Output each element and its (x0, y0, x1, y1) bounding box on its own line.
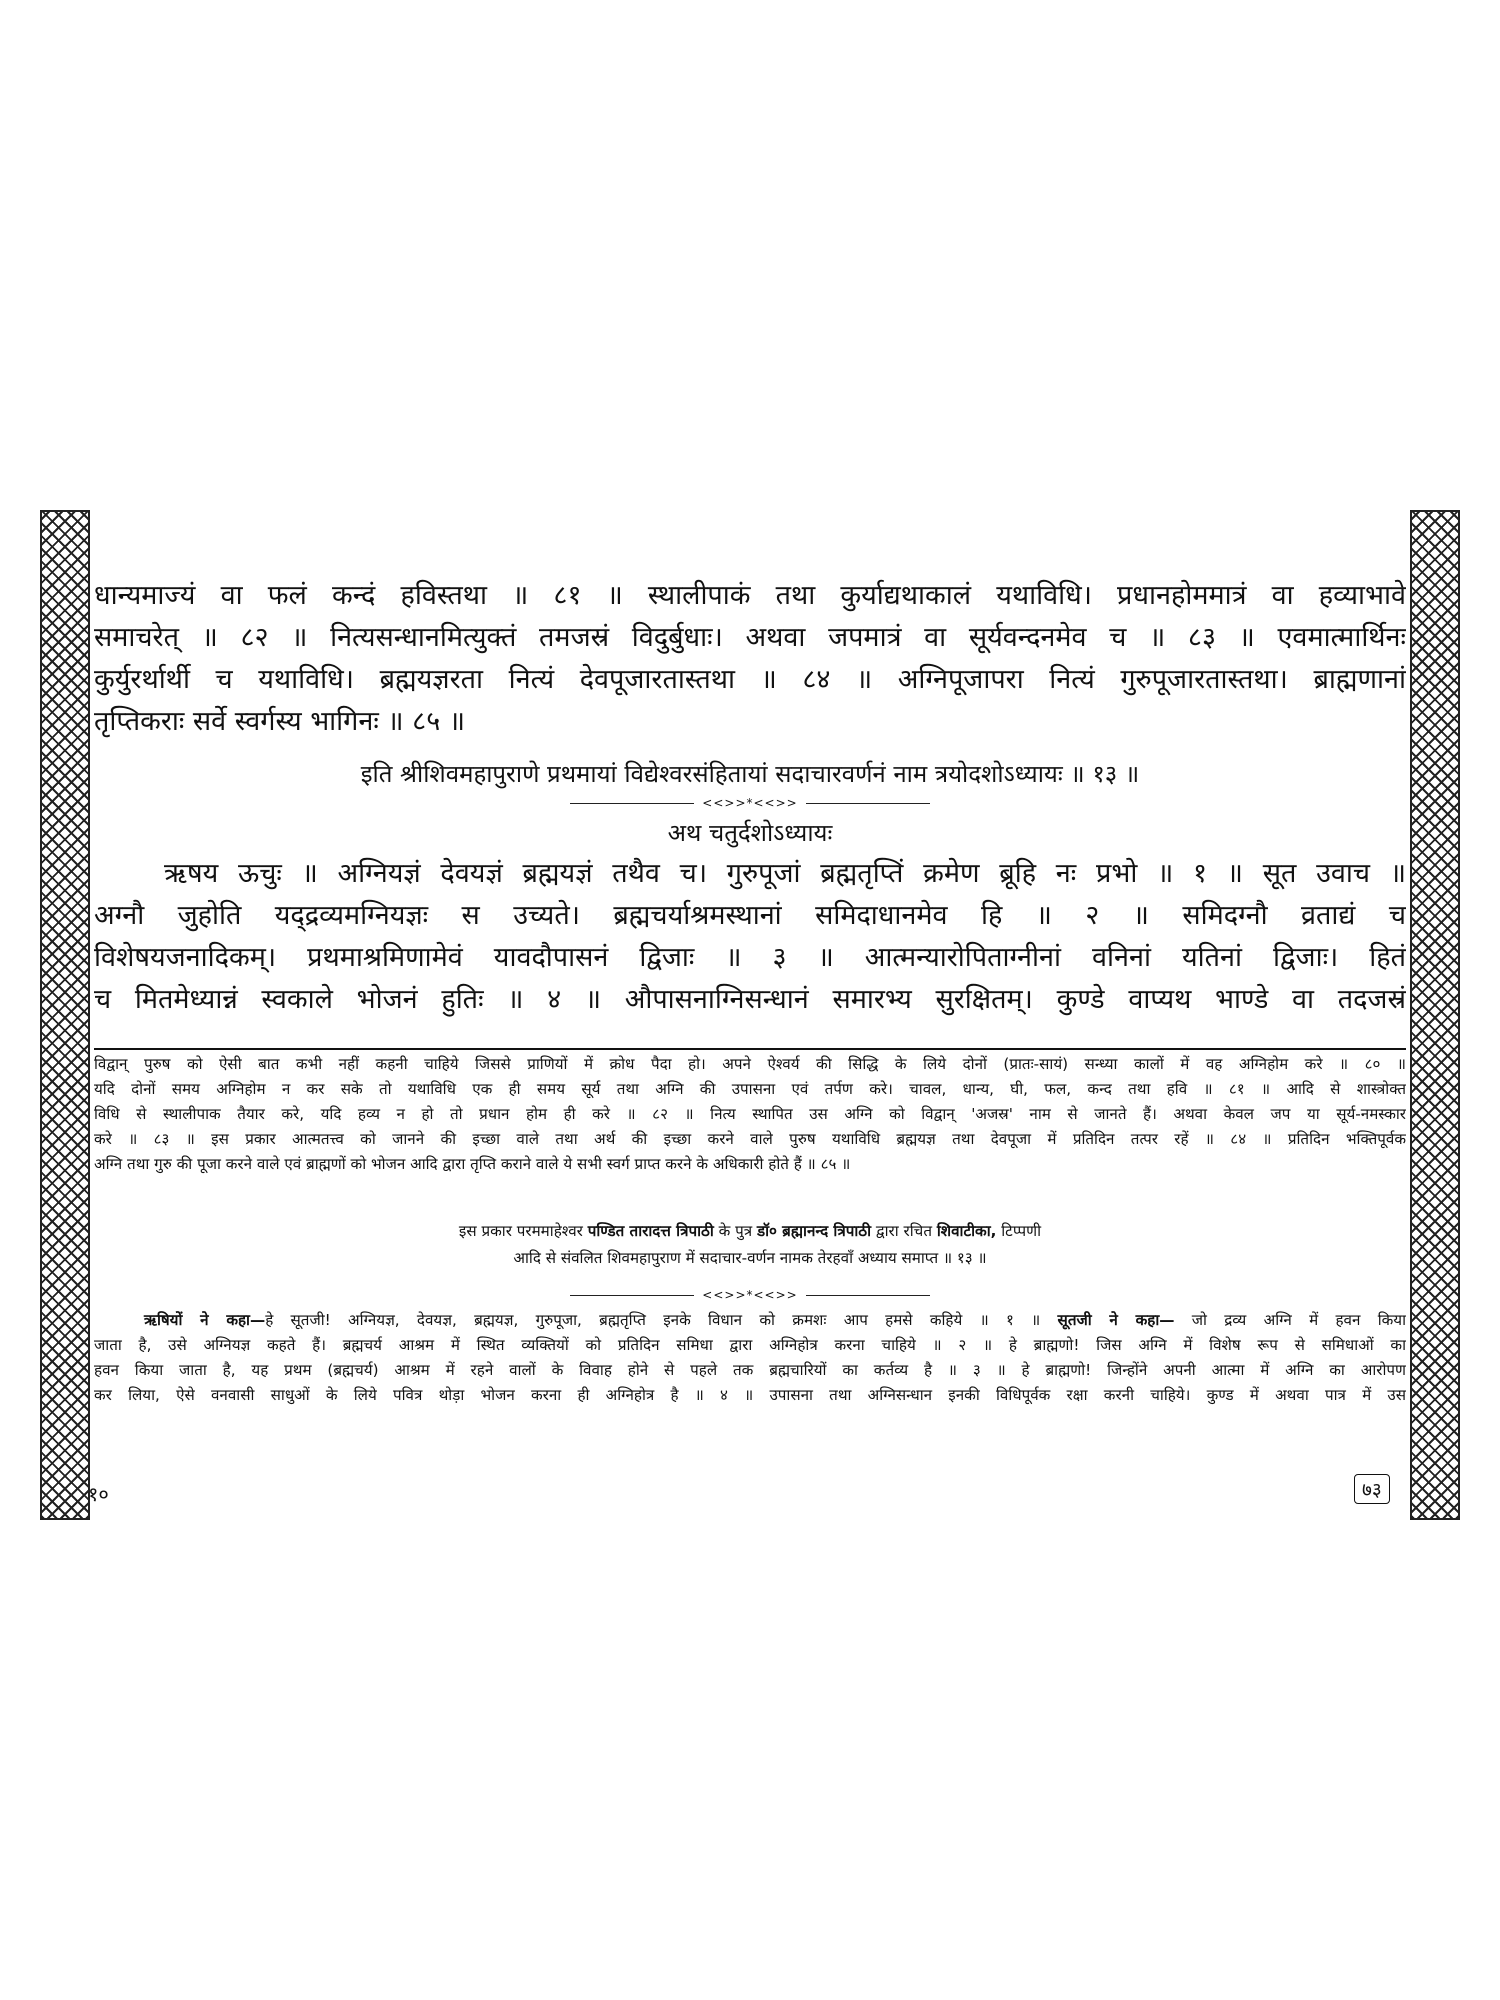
verse-line: तृप्तिकराः सर्वे स्वर्गस्य भागिनः ॥ ८५ ॥ (94, 706, 465, 737)
hindi-translation-ch13 (94, 1052, 1406, 1177)
verse-line: ऋषय ऊचुः ॥ अग्नियज्ञं देवयज्ञं ब्रह्मयज्ञं तथैव च। गुरुपूजां ब्रह्मतृप्तिं क्रमेण ब्रूहि नः प्रभो ॥ १ ॥ सूत उवाच ॥ (164, 858, 1406, 889)
decorative-border-right (1410, 510, 1460, 1520)
sanskrit-verses-ch13 (94, 575, 1406, 743)
translation-line: विधि से स्थालीपाक तैयार करे, यदि हव्य न हो तो प्रधान होम ही करे ॥ ८२ ॥ नित्य स्थापित उस अग्नि को विद्वान् 'अजस्र' नाम से जानते हैं। अथवा केवल जप या सूर्य-नमस्कार (94, 1105, 1406, 1123)
verse-line: अग्नौ जुहोति यद्द्रव्यमग्नियज्ञः स उच्यते। ब्रह्मचर्याश्रमस्थानां समिदाधानमेव हि ॥ २ ॥ समिदग्नौ व्रताद्यं च (94, 900, 1406, 931)
sanskrit-verses-ch14 (94, 853, 1406, 1021)
translation-line: करे ॥ ८३ ॥ इस प्रकार आत्मतत्त्व को जानने की इच्छा वाले तथा अर्थ की इच्छा करने वाले पुरुष यथाविधि ब्रह्मयज्ञ तथा देवपूजा में प्रतिदिन तत्पर रहें ॥ ८४ ॥ प्रतिदिन भक्तिपूर्वक (94, 1130, 1406, 1148)
credit-line-2: आदि से संवलित शिवमहापुराण में सदाचार-वर्णन नामक तेरहवाँ अध्याय समाप्त ॥ १३ ॥ (513, 1249, 987, 1267)
ornament-glyph: <<>>*<<>> (702, 1288, 798, 1302)
translation-line: ऋषियों ने कहा—हे सूतजी! अग्नियज्ञ, देवयज्ञ, ब्रह्मयज्ञ, गुरुपूजा, ब्रह्मतृप्ति इनके विधान को क्रमशः आप हमसे कहिये ॥ १ ॥ सूतजी ने कहा— जो द्रव्य अग्नि में हवन किया (144, 1311, 1406, 1329)
verse-line: कुर्युरर्थार्थी च यथाविधि। ब्रह्मयज्ञरता नित्यं देवपूजारतास्तथा ॥ ८४ ॥ अग्निपूजापरा नित्यं गुरुपूजारतास्तथा। ब्राह्मणानां (94, 664, 1406, 695)
page-number: ७३ (1354, 1474, 1390, 1504)
signature-mark: १० (88, 1482, 109, 1506)
translation-line: विद्वान् पुरुष को ऐसी बात कभी नहीं कहनी चाहिये जिससे प्राणियों में क्रोध पैदा हो। अपने ऐश्वर्य की सिद्धि के लिये दोनों (प्रातः-सायं) सन्ध्या कालों में वह अग्निहोम करे ॥ ८० ॥ (94, 1055, 1406, 1073)
hindi-translation-ch14 (94, 1308, 1406, 1408)
translation-line: जाता है, उसे अग्नियज्ञ कहते हैं। ब्रह्मचर्य आश्रम में स्थित व्यक्तियों को प्रतिदिन समिधा द्वारा अग्निहोत्र करना चाहिये ॥ २ ॥ हे ब्राह्मणो! जिस अग्नि में विशेष रूप से समिधाओं का (94, 1336, 1406, 1354)
decorative-border-left (40, 510, 90, 1520)
verse-line: च मितमेध्यान्नं स्वकाले भोजनं हुतिः ॥ ४ ॥ औपासनाग्निसन्धानं समारभ्य सुरक्षितम्। कुण्डे वाप्यथ भाण्डे वा तदजस्रं (94, 984, 1406, 1015)
commentary-credit (94, 1218, 1406, 1272)
translation-line: यदि दोनों समय अग्निहोम न कर सके तो यथाविधि एक ही समय सूर्य तथा अग्नि की उपासना एवं तर्पण करे। चावल, धान्य, घी, फल, कन्द तथा हवि ॥ ८१ ॥ आदि से शास्त्रोक्त (94, 1080, 1406, 1098)
author-name-2: डॉ० ब्रह्मानन्द त्रिपाठी (756, 1222, 872, 1240)
ornament-divider-2 (570, 1288, 930, 1302)
author-name-1: पण्डित तारादत्त त्रिपाठी (587, 1222, 714, 1240)
chapter-colophon: इति श्रीशिवमहापुराणे प्रथमायां विद्येश्वरसंहितायां सदाचारवर्णनं नाम त्रयोदशोऽध्यायः ॥ १३ ॥ (360, 760, 1140, 788)
commentary-name: शिवाटीका, (936, 1222, 997, 1240)
credit-line-1: इस प्रकार परममाहेश्वर पण्डित तारादत्त त्रिपाठी के पुत्र डॉ० ब्रह्मानन्द त्रिपाठी द्वारा रचित शिवाटीका, टिप्पणी (458, 1222, 1042, 1240)
ornament-divider (570, 796, 930, 810)
verse-line: समाचरेत् ॥ ८२ ॥ नित्यसन्धानमित्युक्तं तमजस्रं विदुर्बुधाः। अथवा जपमात्रं वा सूर्यवन्दनमेव च ॥ ८३ ॥ एवमात्मार्थिनः (94, 622, 1406, 653)
translation-line: हवन किया जाता है, यह प्रथम (ब्रह्मचर्य) आश्रम में रहने वालों के विवाह होने से पहले तक ब्रह्मचारियों का कर्तव्य है ॥ ३ ॥ हे ब्राह्मणो! जिन्होंने अपनी आत्मा में अग्नि का आरोपण (94, 1361, 1406, 1379)
verse-line: विशेषयजनादिकम्। प्रथमाश्रमिणामेवं यावदौपासनं द्विजाः ॥ ३ ॥ आत्मन्यारोपिताग्नीनां वनिनां यतिनां द्विजाः। हितं (94, 942, 1406, 973)
translation-line: कर लिया, ऐसे वनवासी साधुओं के लिये पवित्र थोड़ा भोजन करना ही अग्निहोत्र है ॥ ४ ॥ उपासना तथा अग्निसन्धान इनकी विधिपूर्वक रक्षा करनी चाहिये। कुण्ड में अथवा पात्र में उस (94, 1386, 1406, 1404)
translation-line: अग्नि तथा गुरु की पूजा करने वाले एवं ब्राह्मणों को भोजन आदि द्वारा तृप्ति कराने वाले ये सभी स्वर्ग प्राप्त करने के अधिकारी होते हैं ॥ ८५ ॥ (94, 1155, 851, 1173)
chapter-heading: अथ चतुर्दशोऽध्यायः (667, 819, 833, 847)
speaker-label: सूतजी ने कहा— (1057, 1311, 1175, 1329)
section-separator (94, 1048, 1406, 1050)
ornament-glyph: <<>>*<<>> (702, 796, 798, 810)
sanskrit-text-block (94, 575, 1406, 1021)
speaker-label: ऋषियों ने कहा— (144, 1311, 266, 1329)
verse-line: धान्यमाज्यं वा फलं कन्दं हविस्तथा ॥ ८१ ॥ स्थालीपाकं तथा कुर्याद्यथाकालं यथाविधि। प्रधानहोममात्रं वा हव्याभावे (94, 580, 1406, 611)
